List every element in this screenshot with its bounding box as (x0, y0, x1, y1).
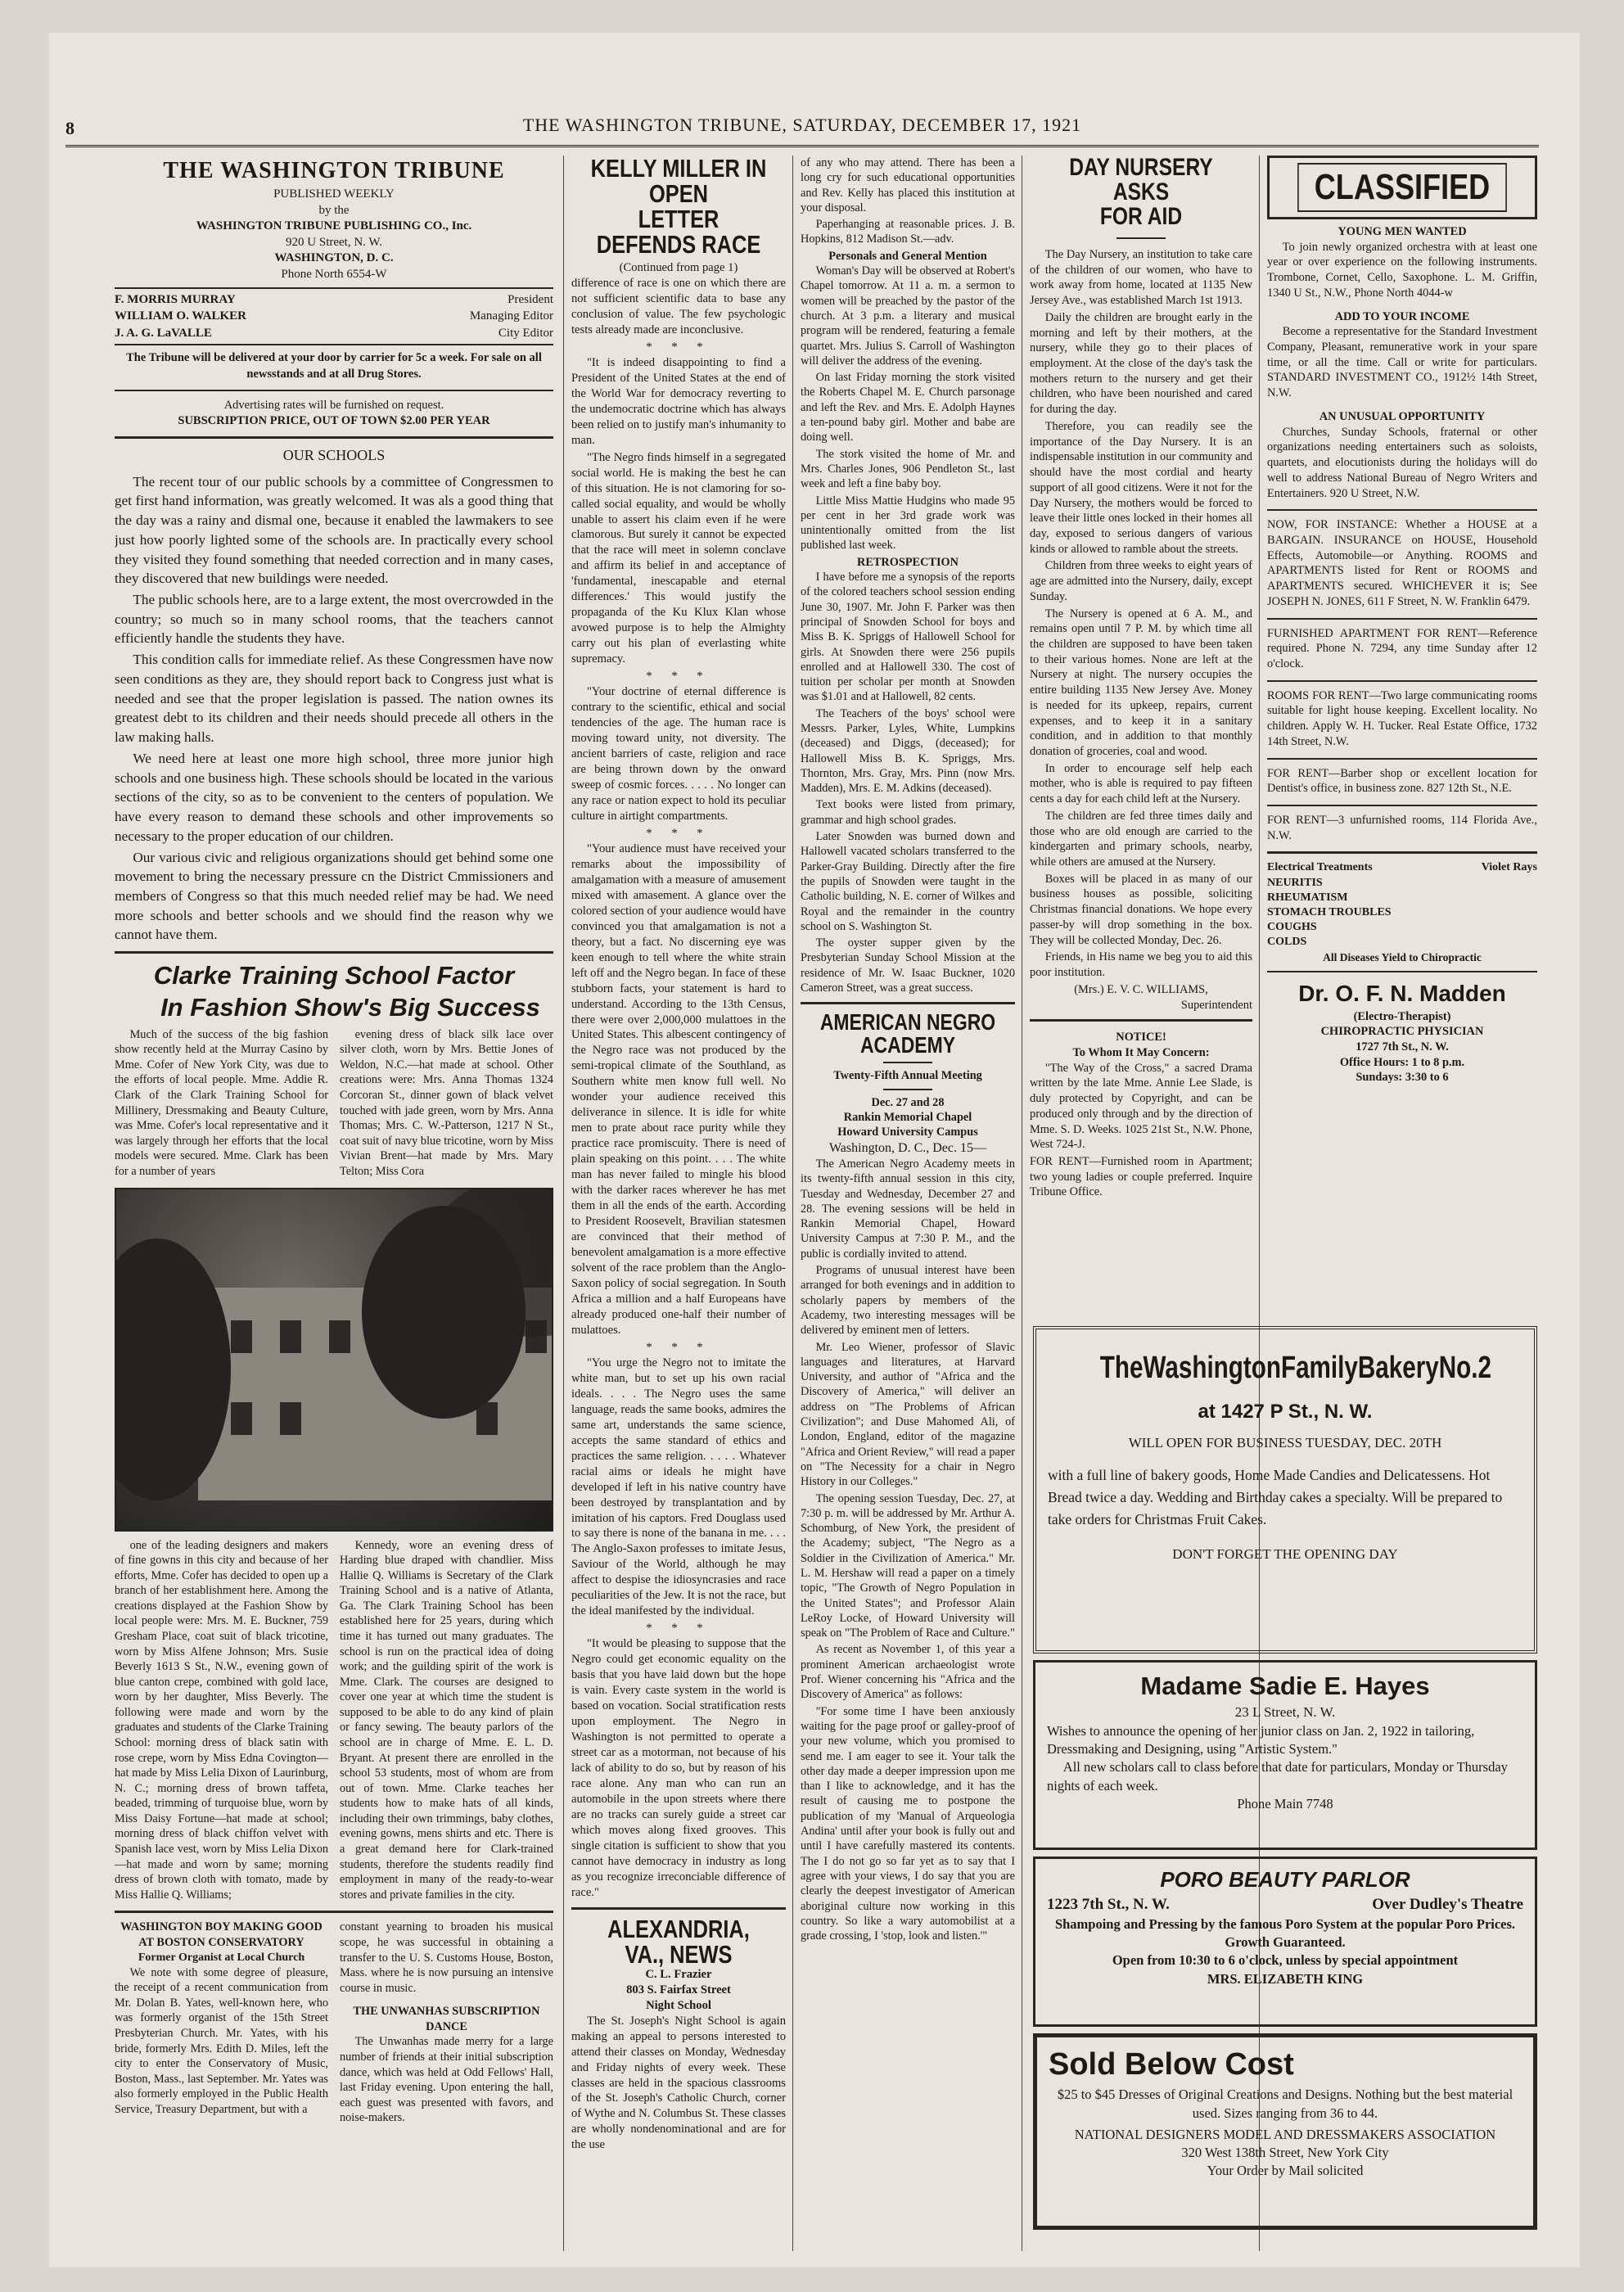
hayes-phone: Phone Main 7748 (1237, 1795, 1333, 1811)
academy-headline-2: ACADEMY (859, 1032, 956, 1058)
display-ads (1033, 1320, 1537, 2253)
poro-owner: MRS. ELIZABETH KING (1207, 1970, 1364, 1987)
poro-location: Over Dudley's Theatre (1372, 1896, 1523, 1914)
running-head (65, 115, 1539, 147)
staff-name: F. MORRIS MURRAY (115, 293, 236, 307)
staff-row (115, 325, 553, 341)
paragraph: Much of the success of the big fashion show recently held at the Murray Casino by Mme. Cofer of New York City, was due to the efforts of local people. Mme. Addie R. Clark of the Clark Training School for Millinery, Dressmaking and Beauty Culture, was Mme. Cofer's local representative and it was largely through her efforts that the local models were secured. Mme. Clark has been for a number of years (115, 1027, 328, 1178)
paragraph: The Teachers of the boys' school were Messrs. Parker, Lyles, White, Lumpkins (deceased) and Diggs, (deceased); for Hallowell Miss B. K. Spriggs, Mrs. Thornton, Mrs. Gray, Mrs. Pinn (now Mrs. Madden), Mrs. E. M. Adkins (deceased). (801, 706, 1015, 796)
staff-name: J. A. G. LaVALLE (115, 326, 212, 340)
masthead (115, 156, 553, 282)
staff-role: President (508, 293, 553, 307)
paragraph: As recent as November 1, of this year a prominent American archaeologist wrote Prof. Wiener concerning his "Africa and the Discovery of America" as follows: (801, 1643, 1015, 1702)
continued-note: (Continued from page 1) (619, 261, 738, 274)
paragraph: Paperhanging at reasonable prices. J. B. Hopkins, 812 Madison St.—adv. (801, 218, 1015, 246)
yates-unwanhas (115, 1920, 553, 2127)
kelly-headline-2: LETTER DEFENDS RACE (596, 205, 761, 259)
paragraph: FOR RENT—3 unfurnished rooms, 114 Florida Ave., N.W. (1267, 814, 1537, 842)
nursery-headline-2: FOR AID (1099, 203, 1183, 230)
classified-ad (1267, 688, 1537, 750)
paragraph: "It is indeed disappointing to find a President of the United States at the end of the World War for democracy reverting to the undemocratic doctrine which has always been relied on to justify man's inhumanity to man. (571, 355, 786, 447)
poro-text: Shampoing and Pressing by the famous Poro System at the popular Poro Prices. Growth Guaranteed. (1054, 1915, 1516, 1950)
byline-address: 803 S. Fairfax Street (626, 1983, 731, 1996)
staff-role: City Editor (498, 326, 553, 340)
madden-item: STOMACH TROUBLES (1267, 906, 1392, 918)
paragraph: The public schools here, are to a large extent, the most overcrowded in the country; so much so in many school rooms, that the teachers cannot efficiently handle the students they have. (115, 592, 553, 647)
masthead-phone: Phone North 6554-W (281, 267, 387, 281)
sold-below-cost-ad (1033, 2033, 1537, 2230)
masthead-line: 920 U Street, N. W. (286, 235, 382, 249)
hayes-text: Wishes to announce the opening of her junior class on Jan. 2, 1922 in tailoring, Dressmaking and Designing, using "Artistic System." (1047, 1722, 1475, 1757)
school-building-photo (115, 1188, 553, 1532)
paragraph: Daily the children are brought early in the morning and left by their mothers, at the nursery, while they go to their places of employment. At the close of the day's task the mothers return to the nursery and get their children, who have been nourished and cared for during the day. (1030, 310, 1252, 417)
notice-head: NOTICE! (1116, 1031, 1166, 1044)
subhead: Twenty-Fifth Annual Meeting (833, 1069, 982, 1083)
classified-column (1267, 156, 1537, 1318)
staff-name: WILLIAM O. WALKER (115, 309, 247, 323)
paragraph: "Your doctrine of eternal difference is contrary to the scientific, ethical and social tendencies of the age. The human race is moving toward unity, not diversity. The ancient barriers of caste, religion and race are being thrown down by the onward sweep of cosmic forces. . . . . No longer can any race or nation expect to hold its peculiar culture in airtight compartments. (571, 685, 786, 823)
clarke-top-text (115, 1027, 553, 1181)
paragraph: Become a representative for the Standard Investment Company, Pleasant, remunerative work in your spare time, or all the time. Call or write for particulars. STANDARD INVESTMENT CO., 1912½ 14th Street, N.W. (1267, 325, 1537, 400)
sold-address: 320 West 138th Street, New York City (1181, 2145, 1389, 2161)
paragraph: NOW, FOR INSTANCE: Whether a HOUSE at a BARGAIN. INSURANCE on HOUSE, Household Effects, Automobile—or Anything. ROOMS and APARTMENTS listed for Rent or ROOMS and APARTMENTS secured. WHICHEVER it is; See JOSEPH N. JONES, 611 F Street, N. W. Franklin 6479. (1267, 518, 1537, 608)
subhead: Personals and General Mention (828, 249, 987, 263)
paragraph: The Day Nursery, an institution to take care of the children of our women, who have to work away from home, located at 1135 New Jersey Ave., was established March 1st 1913. (1030, 248, 1252, 308)
separator: * * * (646, 670, 711, 684)
notice-to: To Whom It May Concern: (1072, 1045, 1210, 1059)
madden-name: Dr. O. F. N. Madden (1298, 981, 1506, 1007)
sold-mail-note: Your Order by Mail solicited (1207, 2163, 1364, 2179)
separator: * * * (646, 340, 711, 354)
separator: * * * (646, 826, 711, 840)
masthead-title: THE WASHINGTON TRIBUNE (163, 158, 505, 183)
madden-list-row (1267, 860, 1537, 875)
hayes-name: Madame Sadie E. Hayes (1140, 1672, 1430, 1700)
classified-title: CLASSIFIED (1297, 163, 1507, 212)
paragraph: Therefore, you can readily see the importance of the Day Nursery. It is an indispensable institution in our community and should have the most cordial and hearty support of all good citizens. Were it not for the Day Nursery, the mothers would be forced to leave their little ones locked in their homes all day, exposed to serious dangers of various kinds or allowed to ramble about the streets. (1030, 419, 1252, 556)
paragraph: Little Miss Mattie Hudgins who made 95 per cent in her 3rd grade work was unintentionally omitted from the list published last week. (801, 494, 1015, 553)
yates-subhead: Former Organist at Local Church (138, 1951, 305, 1964)
paragraph: difference of race is one on which there are not sufficient scientific data to base any conclusion of value. The few psychologic tests already made are inconclusive. (571, 276, 786, 336)
paragraph: evening dress of black silk lace over silver cloth, worn by Mrs. Bettie Jones of Weldon, N.C.—hat made at school. Other creations were: Mrs. Anna Thomas 1324 Corcoran St., dinner gown of black velvet touched with jade green, worn by Mrs. Anna Thomas; Mrs. C. W.-Patterson, 1217 N St., coat suit of navy blue tricotine, worn by Miss Vivian Brent—hat made by Mrs. Mary Telton; Miss Cora (340, 1027, 553, 1178)
madden-note: All Diseases Yield to Chiropractic (1323, 950, 1482, 963)
classified-head: AN UNUSUAL OPPORTUNITY (1319, 409, 1486, 423)
masthead-line: WASHINGTON, D. C. (274, 251, 394, 265)
masthead-staff (115, 287, 553, 345)
paragraph: FOR RENT—Furnished room in Apartment; two young ladies or couple preferred. Inquire Tribune Office. (1030, 1154, 1252, 1199)
hayes-text: All new scholars call to class before that date for particulars, Monday or Thursday nights of each week. (1047, 1759, 1508, 1793)
clarke-headline-2: In Fashion Show's Big Success (160, 992, 540, 1022)
paragraph: constant yearning to broaden his musical scope, he was successful in obtaining a transfer to the U. S. Customs House, Boston, Mass. where he is now pursuing an intensive course in music. (340, 1920, 553, 1995)
kelly-column (571, 156, 786, 2251)
subhead: Night School (646, 1998, 711, 2012)
paragraph: The St. Joseph's Night School is again making an appeal to persons interested to attend their classes on Monday, Wednesday and Friday nights of every week. These classes are held in the spacious classrooms of the St. Joseph's Catholic Church, corner of Wythe and N. Columbus St. These classes are wholly nondenominational and are for the use (571, 2014, 786, 2152)
subhead: Dec. 27 and 28 (871, 1095, 945, 1109)
academy-headline: AMERICAN NEGRO (819, 1009, 996, 1035)
paragraph: Programs of unusual interest have been arranged for both evenings and in addition to scholarly papers by members of the Academy, two interesting messages will be delivered by eminent men of letters. (801, 1264, 1015, 1338)
madden-item: NEURITIS (1267, 876, 1323, 889)
staff-row (115, 308, 553, 324)
alexandria-headline: ALEXANDRIA, VA., NEWS (607, 1914, 750, 1969)
classified-head: ADD TO YOUR INCOME (1334, 309, 1470, 323)
madden-addr: 1727 7th St., N. W. (1356, 1040, 1449, 1054)
running-title: THE WASHINGTON TRIBUNE, SATURDAY, DECEMBER 17, 1921 (522, 115, 1082, 135)
classified-ad (1267, 309, 1537, 401)
classified-ad (1267, 626, 1537, 672)
madden-item: Violet Rays (1481, 861, 1537, 874)
masthead-line: PUBLISHED WEEKLY (273, 187, 395, 201)
column-rule (563, 156, 564, 2251)
paragraph: To join newly organized orchestra with at least one year or over experience on the following instruments. Trombone, Cornet, Cello, Saxophone. L. M. Griffin, 1340 U St., N.W., Phone North 4044-w (1267, 240, 1537, 300)
byline: C. L. Frazier (645, 1967, 712, 1981)
sold-text: $25 to $45 Dresses of Original Creations and Designs. Nothing but the best material used. Sizes ranging from 36 to 44. (1057, 2087, 1513, 2121)
bakery-address: at 1427 P St., N. W. (1198, 1401, 1373, 1423)
paragraph: The children are fed three times daily and those who are old enough are carried to the kindergarten and primary schools, nearby, while others are amused at the Nursery. (1030, 809, 1252, 869)
paragraph: Text books were listed from primary, grammar and high school grades. (801, 798, 1015, 827)
subhead: Rankin Memorial Chapel (843, 1110, 972, 1124)
madden-sub: (Electro-Therapist) (1353, 1009, 1451, 1023)
paragraph: "The Negro finds himself in a segregated social world. He is making the best he can of this situation. He is not clamoring for so-called social equality, and would be wholly unable to assert his claim even if he were clamorous. But surely it cannot be expected that the race will meet in solemn conclave and affirm its belief in and acceptance of 'fundamental, inescapable and eternal differences.' This would justify the propaganda of the Ku Klux Klan whose avowed purpose is to help the Almighty carry out his plan of everlasting white supremacy. (571, 450, 786, 666)
classified-head: YOUNG MEN WANTED (1338, 225, 1467, 238)
editorial-body (115, 472, 553, 945)
madden-item: COLDS (1267, 936, 1307, 949)
bakery-ad (1033, 1326, 1537, 1654)
paragraph: The Unwanhas made merry for a large number of friends at their initial subscription dance, which was held at Odd Fellows' Hall, last Friday evening. Upon entering the hall, each guest was presented with favors, and noise-makers. (340, 2035, 553, 2125)
bakery-text: with a full line of bakery goods, Home Made Candies and Delicatessens. Hot Bread twice a day. Wedding and Birthday cakes a specialty. Will be prepared to take orders for Christmas Fruit Cakes. (1048, 1466, 1503, 1527)
kelly-headline: KELLY MILLER IN OPEN (590, 156, 767, 208)
advertising-note: Advertising rates will be furnished on request. (223, 398, 444, 412)
poro-address: 1223 7th St., N. W. (1047, 1896, 1170, 1914)
paragraph: In order to encourage self help each mother, who is able is required to pay fifteen cents a day for each child left at the Nursery. (1030, 761, 1252, 806)
bakery-tagline: DON'T FORGET THE OPENING DAY (1172, 1546, 1398, 1562)
signature: (Mrs.) E. V. C. WILLIAMS, (1074, 982, 1208, 996)
paragraph: "Your audience must have received your remarks about the impossibility of amalgamation with a measure of amusement mixed with amasement. A glance over the colored section of your audience would have convinced you that amalgamation is not a theory, but a fact. No discerning eye was keen enough to tell where the white strain left off and the Negro began. In face of these stubborn facts, your statement is hard to understand. According to the 13th Census, there were over 2,000,000 mulattoes in the United States. This albescent contingency of the Negro race was not produced by the semi-tropical climate of the Southland, as Southern white men know full well. No wonder your audience received this deliverance in silence. It is idle for white men to prate about race purity while they practice race promiscuity. There is need of plain speaking on this point. . . . The white man has never failed to mingle his blood with the darker races wherever he has met them in all the ends of the earth. According to President Roosevelt, Bravilian statesmen are convinced that their method of benevolent amalgamation is a more effective solvent of the race problem than the Anglo-Saxon policy of social segregation. In South Africa a million and a half Europeans have already produced one-half their number of mulattoes. (571, 841, 786, 1337)
madden-item: COUGHS (1267, 921, 1317, 934)
paragraph: FOR RENT—Barber shop or excellent location for Dentist's office, in business zone. 827 12th St., N.E. (1267, 766, 1537, 796)
paragraph: "You urge the Negro not to imitate the white man, but to set up his own racial ideals. . . . The Negro uses the same language, reads the same books, admires the same art, understands the same science, accepts the same standard of ethics and practices the same religion. . . . . Whatever racial aims or ideals he might have developed if left in his native country have been destroyed by transplantation and by imitation of his captors. Fred Douglass used to say there is none of the banana in me. . . . The Anglo-Saxon professes to imitate Jesus, Saviour of the World, although he may affect to despise the idiosyncrasies and race peculiarities of the Jew. It is not the race, but the ideal manifested by the individual. (571, 1356, 786, 1618)
paragraph: On last Friday morning the stork visited the Roberts Chapel M. E. Church parsonage and left the Rev. and Mrs. E. Adolph Haynes a ten-pound baby girl. Mother and babe are doing well. (801, 371, 1015, 444)
hayes-ad (1033, 1660, 1537, 1850)
paragraph: The stork visited the home of Mr. and Mrs. Charles Jones, 906 Pendleton St., last week and left a fine baby boy. (801, 447, 1015, 491)
paragraph: Woman's Day will be observed at Robert's Chapel tomorrow. At 11 a. m. a sermon to women will be preached by the pastor of the church. At 3 p.m. a literary and musical program will be rendered, featuring a female quartet. Mrs. Julius S. Carroll of Washington will deliver the address of the evening. (801, 264, 1015, 368)
classified-ad (1267, 517, 1537, 609)
paragraph: Boxes will be placed in as many of our business houses as possible, soliciting Christmas financial donations. We hope every passer-by will drop something in the box. They will be collected Monday, Dec. 26. (1030, 872, 1252, 947)
delivery-note: The Tribune will be delivered at your door by carrier for 5c a week. For sale on all newsstands and at all Drug Stores. (126, 351, 542, 381)
paragraph: Mr. Leo Wiener, professor of Slavic languages and literatures, at Harvard University, and author of "Africa and the Discovery of America," will deliver an address on "The Problems of African Civilization"; and Duse Mahomed Ali, of London, England, editor of the magazine "Africa and Orient Review," will read a paper on "The Necessity for a chair in Negro History in our Colleges." (801, 1340, 1015, 1489)
subhead: RETROSPECTION (857, 555, 959, 569)
paragraph: "For some time I have been anxiously waiting for the page proof or galley-proof of your new volume, which you promised to send me. I am eager to see it. Your talk the other day made a deeper impression upon me than I like to acknowledge, and it has the result of causing me to postpone the publication of my 'Manual of Arqueologia Andina' until after your book is fully out and until I have carefully mastered its contents. The I do not go so far yet as to say that I agree with your views, I do say that you are clearly the deepest investigator of American aboriginal culture now working in this country. So like a wary automobilist at a grade crossing, I 'stop, look and listen.'" (801, 1704, 1015, 1943)
poro-address-row (1047, 1894, 1523, 1915)
separator: * * * (646, 1622, 711, 1636)
paragraph: Kennedy, wore an evening dress of Harding blue draped with chandlier. Miss Hallie Q. Williams is Secretary of the Clark Training School and is a native of Atlanta, Ga. The Clark Training School has been established here for 25 years, during which time it has turned out many graduates. The school is run on the practical idea of doing work; and the guilding spirit of the work is Mme. Clark. The courses are designed to cover one year at which time the student is supposed to be able to do any kind of plain or fancy sewing. The beauty parlors of the school are in charge of Mme. E. L. D. Bryant. At present there are enrolled in the school 53 students, most of whom are from out of town. Mme. Clarke teaches her students how to make hats of all kinds, including their own trimmings, baby clothes, evening gowns, mens shirts and etc. There is a great demand here for Clark-trained students, therefore the students readily find employment in many of the ready-to-wear stores and private families in the city. (340, 1538, 553, 1902)
poro-hours: Open from 10:30 to 6 o'clock, unless by special appointment (1112, 1952, 1459, 1969)
column-rule (792, 156, 793, 2251)
paragraph: Later Snowden was burned down and Hallowell vacated scholars transferred to the Parker-Gray Building. Directly after the fire the pupils of Snowden were taught in the Catholic building, N. E. corner of Wilkes and Royal and the remainder in the country school on S. Washington St. (801, 830, 1015, 933)
poro-name: PORO BEAUTY PARLOR (1160, 1867, 1410, 1892)
clarke-headline: Clarke Training School Factor (153, 961, 515, 990)
paragraph: The oyster supper given by the Presbyterian Sunday School Mission at the residence of Mr. W. Isaac Buckner, 1020 Cameron Street, was a great success. (801, 936, 1015, 995)
madden-sunday: Sundays: 3:30 to 6 (1356, 1071, 1449, 1085)
paragraph: This condition calls for immediate relief. As these Congressmen have now seen conditions as they are, they should report back to Congress just what is needed and see that the proper legislation is passed. The nation ownes its greatest debt to its children and their needs should precede all others in the law making halls. (115, 652, 553, 746)
hayes-address: 23 L Street, N. W. (1234, 1703, 1336, 1720)
paragraph: Our various civic and religious organizations should get behind some one movement to bring the necessary pressure cn the District Cmmissioners and members of Congress so that this much needed relief may be had. We need more schools and better schools and we should find the reason why we cannot have them. (115, 849, 553, 943)
paragraph: of any who may attend. There has been a long cry for such educational opportunities and Rev. Kelly has placed this institution at your disposal. (801, 156, 1015, 214)
editorial-title: OUR SCHOOLS (282, 447, 386, 464)
paragraph: "The Way of the Cross," a sacred Drama written by the late Mme. Annie Lee Slade, is duly protected by Copyright, and can be produced only through and by the direction of Mme. S. D. Weeks. 1025 21st St., N.W. Phone, West 724-J. (1030, 1061, 1252, 1152)
paragraph: We note with some degree of pleasure, the receipt of a recent communication from Mr. Dolan B. Yates, well-known here, who was formerly organist of the 15th Street Presbyterian Church. Mr. Yates, with his bride, formerly Mrs. Edith D. Miles, left the city to enter the Conservatory of Music, Boston, Mass., last September. Mr. Yates was also formerly employed in the Public Health Service, Treasury Department, but with a (115, 1965, 328, 2116)
paragraph: Churches, Sunday Schools, fraternal or other organizations needing entertainers such as soloists, quartets, and elocutionists during the holidays will do well to address National Bureau of Negro Writers and Entertainers. 920 U Street, N.W. (1267, 425, 1537, 500)
poro-ad (1033, 1857, 1537, 2027)
sold-association: NATIONAL DESIGNERS MODEL AND DRESSMAKERS ASSOCIATION (1074, 2126, 1496, 2142)
madden-item: RHEUMATISM (1267, 891, 1348, 904)
masthead-publisher: WASHINGTON TRIBUNE PUBLISHING CO., Inc. (196, 219, 472, 233)
masthead-line: by the (318, 203, 350, 217)
staff-row (115, 291, 553, 308)
classified-ad (1267, 766, 1537, 796)
paragraph: The recent tour of our public schools by a committee of Congressmen to get first hand information, was greatly welcomed. It was als a good thing that the day was a rainy and dismal one, because it enabled the lawmakers to see just how poorly lighted some of the schools are. In practically every school they visited they found something that needed correction and in many cases, they discovered that new buildings were needed. (115, 473, 553, 587)
paragraph: one of the leading designers and makers of fine gowns in this city and because of her efforts, Mme. Cofer has decided to open up a branch of her establishment here. Among the creations displayed at the Fashion Show by local people were: Mrs. M. E. Buckner, 759 Gresham Place, coat suit of black tricotine, worn by Miss Alfene Johnson; Mrs. Susie Beverly 1613 S St., N.W., evening gown of blue canton crepe, combined with gold lace, worn by her daughter, Miss Beverly. The following were made and worn by the graduates and students of the Clarke Training School: morning dress of black satin with rose crepe, worn by Miss Edna Covington—hat made by Miss Lelia Dixon of Laurinburg, N. C.; morning dress of brown taffeta, beaded, trimming of turquoise blue, worn by Miss Daisy Fortune—hat made at school; morning dress of black chiffon velvet with Spanish lace vest, worn by Miss Lelia Dixon—hat made and worn by same; morning dress of brown cloth with tomato, made by Miss Hallie Q. Williams; (115, 1538, 328, 1902)
subscription-price: SUBSCRIPTION PRICE, OUT OF TOWN $2.00 PER YEAR (178, 414, 490, 428)
page-number: 8 (65, 118, 75, 138)
paragraph: FURNISHED APARTMENT FOR RENT—Reference required. Phone N. 7294, any time Sunday after 12 o'clock. (1267, 626, 1537, 670)
paragraph: The opening session Tuesday, Dec. 27, at 7:30 p. m. will be addressed by Mr. Arthur A. Schomburg, of New York, the president of the Academy; subject, "The Negro as a Soldier in the Civilization of America." Mr. L. M. Hershaw will read a paper on a timely topic, "The Growth of Negro Population in the United States"; and Professor Alain LeRoy Locke, of Howard University will speak on "The Problem of Race and Culture." (801, 1491, 1015, 1640)
nursery-column (1030, 156, 1252, 1318)
classified-ad (1267, 409, 1537, 501)
clarke-bottom-text (115, 1538, 553, 1905)
nursery-headline: DAY NURSERY ASKS (1069, 156, 1213, 205)
paragraph: I have before me a synopsis of the reports of the colored teachers school session ending June 30, 1907. Mr. John F. Parker was then principal of Snowden School for boys and Miss B. K. Spriggs of Hallowell School for girls. At Snowden there were 256 pupils enrolled and at Hallowell 330. The cost of tuition per scholar per month at Snowden was $1.01 and at Hallowell, 82 cents. (801, 571, 1015, 704)
paragraph: The American Negro Academy meets in its twenty-fifth annual session in this city, Tuesday and Wednesday, December 27 and 28. The evening sessions will be held in Rankin Memorial Chapel, Howard University Campus at 7:30 P. M., and the public is cordially invited to attend. (801, 1157, 1015, 1261)
bakery-opening: WILL OPEN FOR BUSINESS TUESDAY, DEC. 20TH (1128, 1434, 1442, 1451)
paragraph: We need here at least one more high school, three more junior high schools and one business high. These schools should be located in the various sections of the city, so as to be convenient to the centers of population. We have every reason to demand these schools and other improvements so necessary to the proper education of our children. (115, 750, 553, 844)
yates-headline: WASHINGTON BOY MAKING GOOD AT BOSTON CONSERVATORY (120, 1920, 323, 1949)
sold-headline: Sold Below Cost (1049, 2047, 1294, 2082)
editorial-column (115, 156, 553, 2251)
staff-role: Managing Editor (469, 309, 553, 323)
signature-title: Superintendent (1180, 998, 1252, 1012)
subhead: Howard University Campus (837, 1126, 978, 1139)
dateline: Washington, D. C., Dec. 15— (828, 1140, 987, 1155)
classified-ad (1267, 813, 1537, 843)
classified-ad (1267, 224, 1537, 301)
alexandria-column (801, 156, 1015, 2251)
madden-title: CHIROPRACTIC PHYSICIAN (1320, 1025, 1484, 1039)
paragraph: ROOMS FOR RENT—Two large communicating rooms suitable for light house keeping. Excellent locality. No children. Apply W. H. Tucker. Real Estate Office, 1732 14th Street, N.W. (1267, 688, 1537, 748)
paragraph: "It would be pleasing to suppose that the Negro could get economic equality on the basis that you have laid down but the hope is vain. Every caste system in the world is based on vocation. Social stratification rests upon employment. The Negro in Washington is not permitted to operate a street car as a motorman, not because of his lack of ability to do so, but by reason of his race alone. Any man who can run an automobile in the upon streets where there are no tracks can surely guide a street car which moves along fixed grooves. This single citation is sufficient to show that you cannot have democracy in industry as long as you recognize irreconciable difference of race." (571, 1637, 786, 1899)
paragraph: Friends, in His name we beg you to aid this poor institution. (1030, 950, 1252, 980)
separator: * * * (646, 1340, 711, 1354)
madden-hours: Office Hours: 1 to 8 p.m. (1339, 1055, 1465, 1069)
bakery-name: TheWashingtonFamilyBakeryNo.2 (1099, 1351, 1491, 1385)
madden-item: Electrical Treatments (1267, 861, 1373, 874)
paragraph: Children from three weeks to eight years of age are admitted into the Nursery, daily, except Sunday. (1030, 559, 1252, 603)
unwanhas-headline: THE UNWANHAS SUBSCRIPTION DANCE (353, 2005, 540, 2033)
paragraph: The Nursery is opened at 6 A. M., and remains open until 7 P. M. by which time all the children are supposed to have been taken to their various homes. None are left at the Nursery at night. The nursery occupies the entire building 1135 New Jersey Ave. Money is needed for its upkeep, repairs, current expenses, and to keep it in a sanitary condition, and in addition to that monthly donation of groceries, coal and wood. (1030, 607, 1252, 758)
